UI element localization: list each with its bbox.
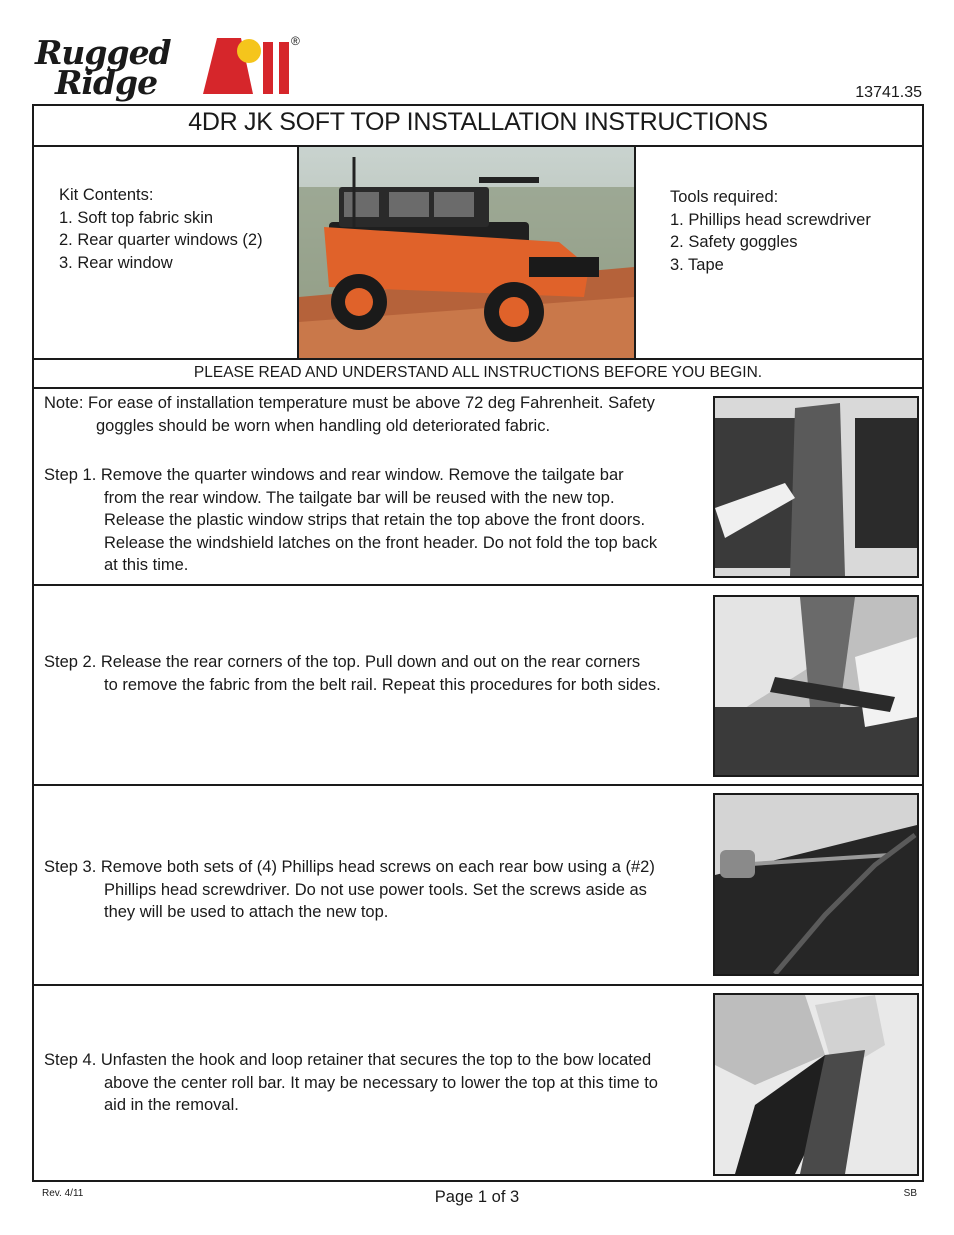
rear-corner-illustration <box>715 597 917 775</box>
tools-heading: Tools required: <box>670 188 779 206</box>
tools-item: 2. Safety goggles <box>670 233 798 251</box>
step-line: Release the plastic window strips that retain the top above the front doors. <box>104 511 646 529</box>
jeep-illustration <box>299 147 634 358</box>
tools-required <box>670 186 871 276</box>
note-text <box>44 392 655 437</box>
rear-window-illustration <box>715 398 917 576</box>
note-line: Note: For ease of installation temperature must be above 72 deg Fahrenheit. Safety <box>44 394 655 412</box>
step-3 <box>44 856 655 924</box>
revision-label: Rev. 4/11 <box>42 1188 84 1199</box>
step-line: Step 2. Release the rear corners of the top. Pull down and out on the rear corners <box>44 653 641 671</box>
step-line: Phillips head screwdriver. Do not use power tools. Set the screws aside as <box>104 880 647 899</box>
registered-mark: ® <box>291 34 300 48</box>
divider <box>32 358 924 360</box>
logo-word-rugged: Rugged <box>35 33 171 72</box>
step-line: at this time. <box>104 556 189 574</box>
step-3-photo <box>713 793 919 976</box>
logo-word-ridge: Ridge <box>55 63 158 102</box>
kit-heading: Kit Contents: <box>59 186 154 204</box>
warning-banner: PLEASE READ AND UNDERSTAND ALL INSTRUCTIONS BEFORE YOU BEGIN. <box>193 364 763 381</box>
step-line: Step 4. Unfasten the hook and loop retainer that secures the top to the bow located <box>44 1051 652 1069</box>
step-2 <box>44 651 661 696</box>
step-line: above the center roll bar. It may be necessary to lower the top at this time to <box>104 1073 658 1092</box>
page-number: Page 1 of 3 <box>434 1188 520 1206</box>
step-line: aid in the removal. <box>104 1096 239 1114</box>
step-line: Release the windshield latches on the front header. Do not fold the top back <box>104 533 658 552</box>
kit-item: 1. Soft top fabric skin <box>59 208 214 227</box>
kit-contents <box>59 184 263 274</box>
divider <box>32 784 924 786</box>
rugged-ridge-logo <box>33 34 303 102</box>
logo-mark-icon <box>183 34 303 96</box>
kit-item: 3. Rear window <box>59 253 173 272</box>
kit-item: 2. Rear quarter windows (2) <box>59 231 263 249</box>
step-line: they will be used to attach the new top. <box>104 903 389 921</box>
divider <box>32 387 924 389</box>
step-line: Step 3. Remove both sets of (4) Phillips head screws on each rear bow using a (#2) <box>44 858 655 876</box>
step-2-photo <box>713 595 919 777</box>
step-line: Step 1. Remove the quarter windows and rear window. Remove the tailgate bar <box>44 466 624 484</box>
screwdriver-illustration <box>715 795 917 974</box>
divider <box>32 984 924 986</box>
step-line: to remove the fabric from the belt rail. Repeat this procedures for both sides. <box>104 675 661 694</box>
note-line: goggles should be worn when handling old deteriorated fabric. <box>96 416 551 435</box>
author-initials: SB <box>903 1188 917 1199</box>
step-1-photo <box>713 396 919 578</box>
tools-item: 3. Tape <box>670 255 724 274</box>
jeep-photo <box>299 147 634 358</box>
hook-loop-illustration <box>715 995 917 1174</box>
tools-item: 1. Phillips head screwdriver <box>670 210 871 229</box>
step-line: from the rear window. The tailgate bar will be reused with the new top. <box>104 488 615 507</box>
step-4-photo <box>713 993 919 1176</box>
step-4 <box>44 1049 658 1117</box>
page-title: 4DR JK SOFT TOP INSTALLATION INSTRUCTIONS <box>188 108 768 136</box>
step-1 <box>44 464 657 577</box>
divider <box>32 584 924 586</box>
divider <box>634 145 636 360</box>
part-number: 13741.35 <box>855 84 922 101</box>
